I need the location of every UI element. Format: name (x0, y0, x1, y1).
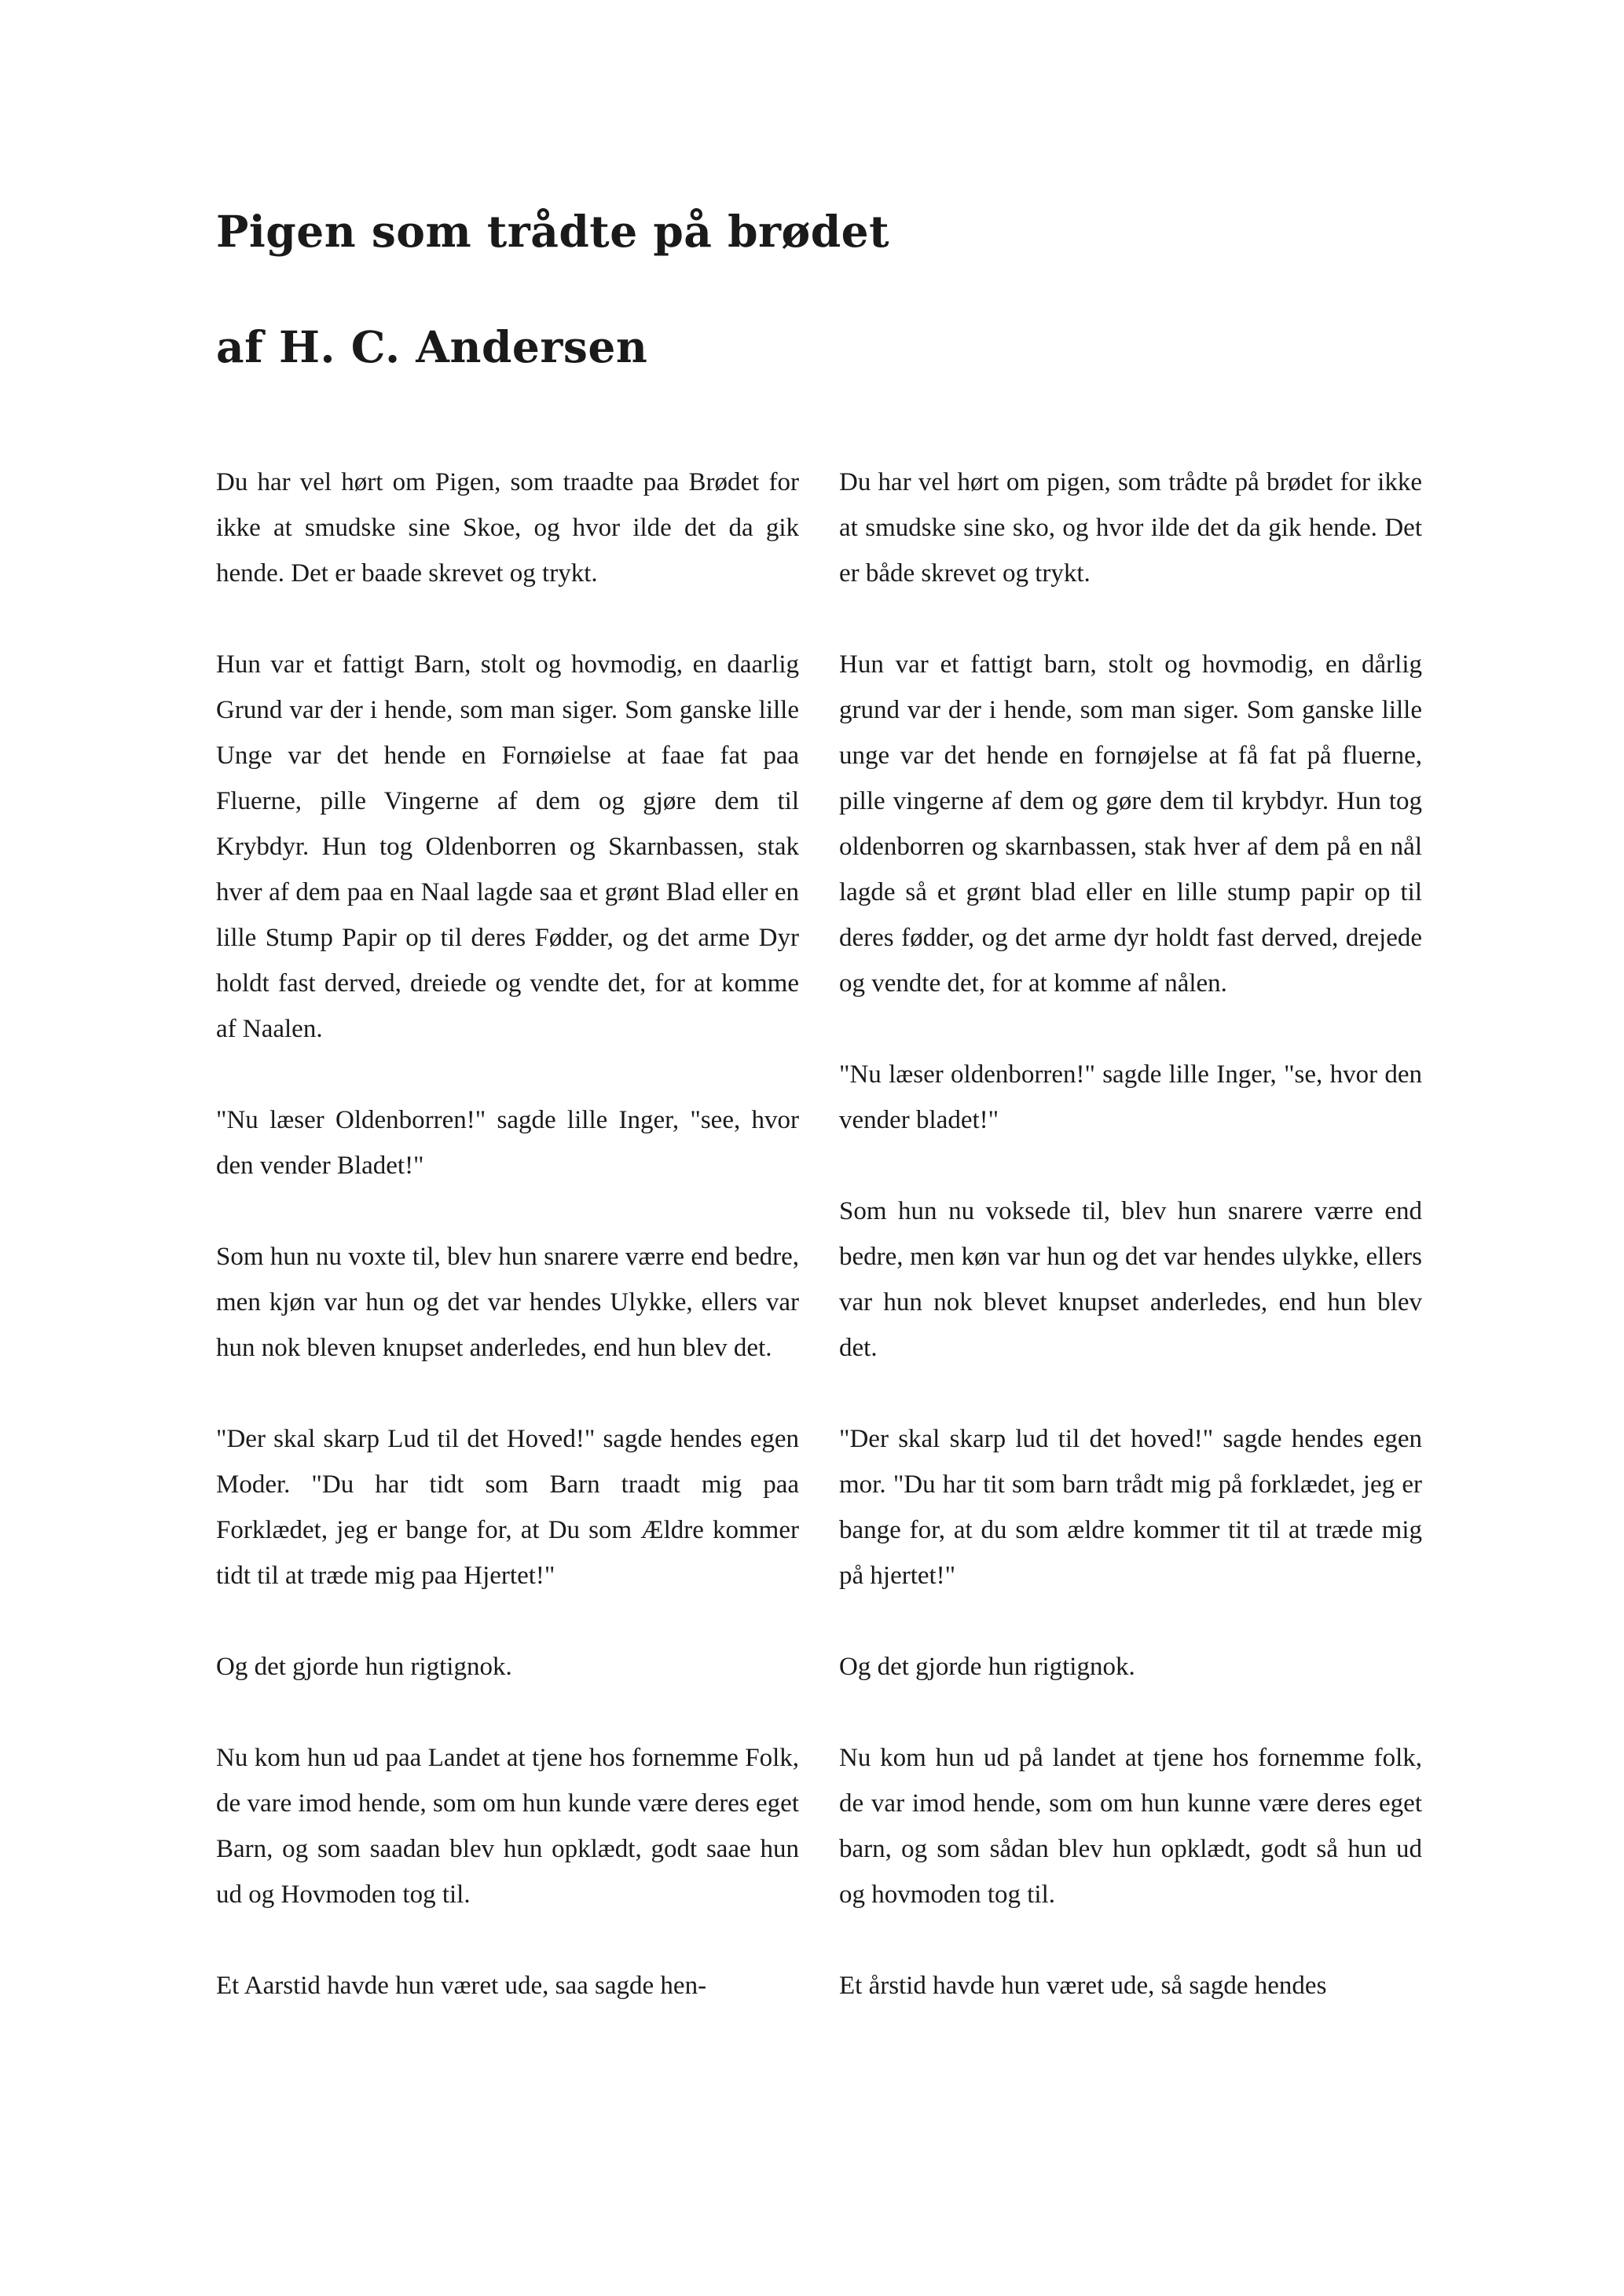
paragraph: Du har vel hørt om Pigen, som traadte paa Brødet for ikke at smudske sine Skoe, og hvor ilde det da gik hende. Det er baade skrevet og trykt. (216, 468, 799, 588)
paragraph: Og det gjorde hun rigtignok. (216, 1653, 512, 1681)
document-page (216, 189, 1422, 2000)
paragraph: Hun var et fattigt barn, stolt og hovmodig, en dårlig grund var der i hende, som man siger. Som ganske lille unge var det hende en fornøjelse at få fat på fluerne, pille vingerne af dem og gøre dem til krybdyr. Hun tog oldenborren og skarnbassen, stak hver af dem på en nål lagde så et grønt blad eller en lille stump papir op til deres fødder, og det arme dyr holdt fast derved, drejede og vendte det, for at komme af nålen. (839, 650, 1422, 998)
paragraph: Og det gjorde hun rigtignok. (839, 1653, 1135, 1681)
document-author: af H. C. Andersen (216, 321, 648, 372)
parallel-text-columns (216, 460, 1422, 2054)
paragraph: Som hun nu voxte til, blev hun snarere værre end bedre, men kjøn var hun og det var hendes Ulykke, ellers var hun nok bleven knupset anderledes, end hun blev det. (216, 1243, 799, 1362)
right-column-modern-spelling (839, 460, 1422, 2054)
paragraph: "Nu læser Oldenborren!" sagde lille Inger, "see, hvor den vender Bladet!" (216, 1106, 799, 1180)
paragraph: Nu kom hun ud på landet at tjene hos fornemme folk, de var imod hende, som om hun kunne være deres eget barn, og som sådan blev hun opklædt, godt så hun ud og hovmoden tog til. (839, 1744, 1422, 1909)
left-column-original-spelling (216, 460, 799, 2054)
paragraph: Nu kom hun ud paa Landet at tjene hos fornemme Folk, de vare imod hende, som om hun kunde være deres eget Barn, og som saadan blev hun opklædt, godt saae hun ud og Hovmoden tog til. (216, 1744, 799, 1909)
paragraph: Et årstid havde hun været ude, så sagde hendes (839, 1972, 1327, 2000)
paragraph: Du har vel hørt om pigen, som trådte på brødet for ikke at smudske sine sko, og hvor ilde det da gik hende. Det er både skrevet og trykt. (839, 468, 1422, 588)
paragraph: Som hun nu voksede til, blev hun snarere værre end bedre, men køn var hun og det var hendes ulykke, ellers var hun nok blevet knupset anderledes, end hun blev det. (839, 1197, 1422, 1362)
paragraph: "Der skal skarp lud til det hoved!" sagde hendes egen mor. "Du har tit som barn trådt mig på forklædet, jeg er bange for, at du som ældre kommer tit til at træde mig på hjertet!" (839, 1425, 1422, 1590)
paragraph: Hun var et fattigt Barn, stolt og hovmodig, en daarlig Grund var der i hende, som man siger. Som ganske lille Unge var det hende en Fornøielse at faae fat paa Fluerne, pille Vingerne af dem og gjøre dem til Krybdyr. Hun tog Oldenborren og Skarnbassen, stak hver af dem paa en Naal lagde saa et grønt Blad eller en lille Stump Papir op til deres Fødder, og det arme Dyr holdt fast derved, dreiede og vendte det, for at komme af Naalen. (216, 650, 799, 1043)
paragraph: "Nu læser oldenborren!" sagde lille Inger, "se, hvor den vender bladet!" (839, 1060, 1422, 1134)
paragraph: Et Aarstid havde hun været ude, saa sagde hen- (216, 1972, 707, 2000)
document-title: Pigen som trådte på brødet (216, 206, 890, 257)
paragraph: "Der skal skarp Lud til det Hoved!" sagde hendes egen Moder. "Du har tidt som Barn traadt mig paa Forklædet, jeg er bange for, at Du som Ældre kommer tidt til at træde mig paa Hjertet!" (216, 1425, 799, 1590)
